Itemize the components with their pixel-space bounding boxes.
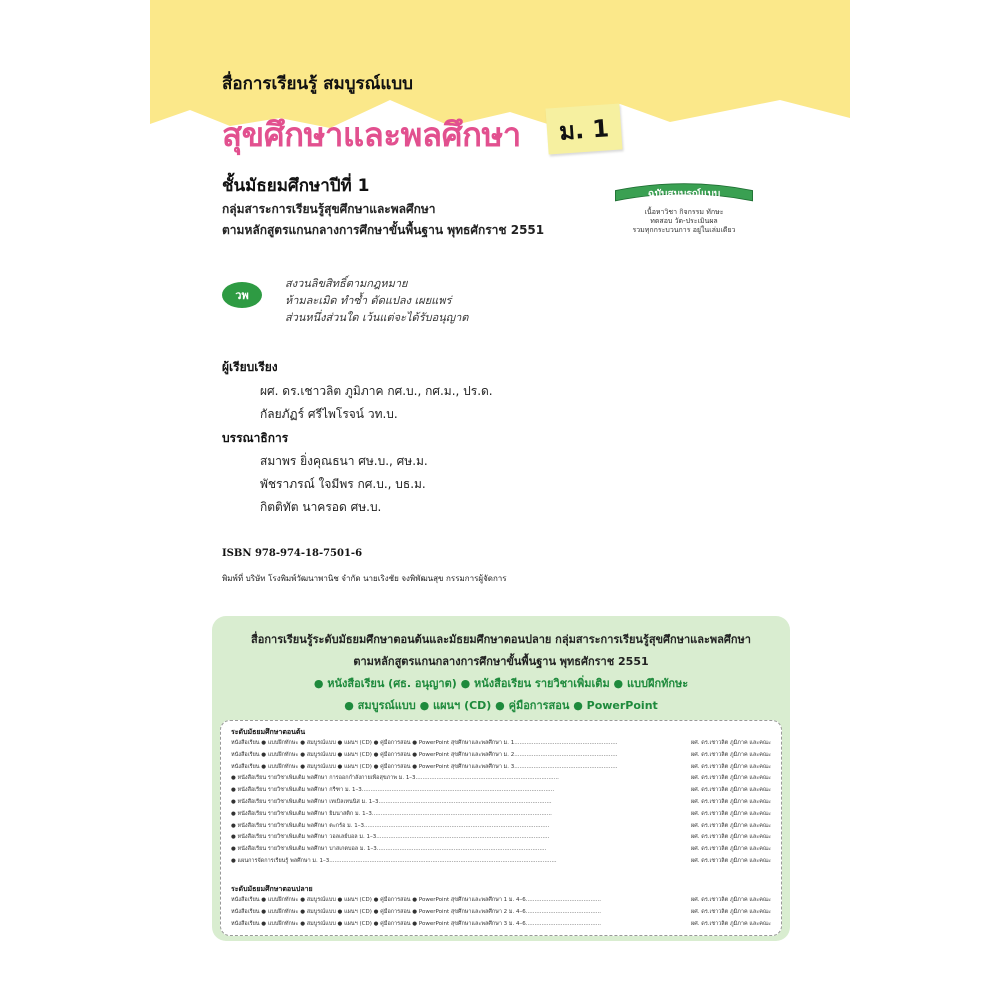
catalog-heading: ระดับมัธยมศึกษาตอนต้น [231, 728, 306, 736]
catalog-row [231, 857, 771, 865]
compiler-name: ผศ. ดร.เชาวลิต ภูมิภาค กศ.บ., กศ.ม., ปร.ด. [260, 384, 493, 398]
complete-edition-badge [600, 182, 768, 234]
catalog-row-author: ผศ. ดร.เชาวลิต ภูมิภาค และคณะ [691, 810, 771, 817]
catalog-row [231, 798, 771, 806]
series-box-line: สื่อการเรียนรู้ระดับมัธยมศึกษาตอนต้นและมัธยมศึกษาตอนปลาย กลุ่มสาระการเรียนรู้สุขศึกษาและพลศึกษา [251, 633, 751, 646]
catalog-row-author: ผศ. ดร.เชาวลิต ภูมิภาค และคณะ [691, 775, 771, 782]
catalog-row-title: ● หนังสือเรียน รายวิชาเพิ่มเติม พลศึกษา บาสเกตบอล ม. 1–3................................................................................................. [231, 846, 547, 853]
series-title: สื่อการเรียนรู้ สมบูรณ์แบบ [222, 74, 413, 94]
catalog-row [231, 763, 771, 771]
editor-name: กิตติทัต นาครอด ศษ.บ. [260, 500, 382, 514]
catalog-row-title: ● แผนการจัดการเรียนรู้ พลศึกษา ม. 1–3.................................................................................................................................. [231, 858, 557, 864]
catalog-row-title: ● หนังสือเรียน รายวิชาเพิ่มเติม พลศึกษา การออกกำลังกายเพื่อสุขภาพ ม. 1–3.................................................................................. [231, 775, 559, 782]
series-box-products: ● หนังสือเรียน (ศธ. อนุญาต) ● หนังสือเรียน รายวิชาเพิ่มเติม ● แบบฝึกทักษะ [313, 677, 689, 690]
catalog-list [220, 720, 782, 936]
series-box-products: ● สมบูรณ์แบบ ● แผนฯ (CD) ● คู่มือการสอน ● PowerPoint [344, 699, 658, 712]
catalog-row [231, 822, 771, 830]
catalog-row-title: หนังสือเรียน ● แบบฝึกทักษะ ● สมบูรณ์แบบ ● แผนฯ (CD) ● คู่มือการสอน ● PowerPoint สุขศึกษาและพลศึกษา ม. 2........................................................... [231, 751, 618, 758]
copyright-line: ส่วนหนึ่งส่วนใด เว้นแต่จะได้รับอนุญาต [285, 311, 469, 324]
catalog-row-author: ผศ. ดร.เชาวลิต ภูมิภาค และคณะ [691, 822, 771, 829]
catalog-row-author: ผศ. ดร.เชาวลิต ภูมิภาค และคณะ [691, 751, 771, 758]
catalog-row-author: ผศ. ดร.เชาวลิต ภูมิภาค และคณะ [691, 740, 771, 746]
catalog-row-author: ผศ. ดร.เชาวลิต ภูมิภาค และคณะ [691, 763, 771, 770]
badge-line: ทดสอบ วัด-ประเมินผล [650, 217, 718, 225]
copyright-line: สงวนลิขสิทธิ์ตามกฎหมาย [285, 277, 408, 290]
catalog-row-author: ผศ. ดร.เชาวลิต ภูมิภาค และคณะ [691, 908, 771, 915]
badge-line: รวมทุกกระบวนการ อยู่ในเล่มเดียว [632, 226, 736, 234]
learning-area: กลุ่มสาระการเรียนรู้สุขศึกษาและพลศึกษา [222, 202, 436, 216]
catalog-row [231, 810, 771, 818]
catalog-row-author: ผศ. ดร.เชาวลิต ภูมิภาค และคณะ [691, 834, 771, 841]
catalog-row [231, 908, 771, 916]
catalog-row-title: ● หนังสือเรียน รายวิชาเพิ่มเติม พลศึกษา กรีฑา ม. 1–3.............................................................................................................. [231, 787, 555, 794]
catalog-row-title: ● หนังสือเรียน รายวิชาเพิ่มเติม พลศึกษา เทเบิลเทนนิส ม. 1–3................................................................................................... [231, 799, 552, 805]
catalog-row [231, 845, 771, 853]
catalog-row-author: ผศ. ดร.เชาวลิต ภูมิภาค และคณะ [691, 787, 771, 794]
editor-name: พัชราภรณ์ ใจมีพร กศ.บ., บธ.ม. [260, 477, 426, 491]
catalog-row-author: ผศ. ดร.เชาวลิต ภูมิภาค และคณะ [691, 846, 771, 853]
catalog-row-author: ผศ. ดร.เชาวลิต ภูมิภาค และคณะ [691, 920, 771, 927]
catalog-heading: ระดับมัธยมศึกษาตอนปลาย [231, 885, 313, 893]
series-box [212, 616, 790, 941]
catalog-row-author: ผศ. ดร.เชาวลิต ภูมิภาค และคณะ [691, 858, 771, 864]
catalog-row-title: หนังสือเรียน ● แบบฝึกทักษะ ● สมบูรณ์แบบ ● แผนฯ (CD) ● คู่มือการสอน ● PowerPoint สุขศึกษาและพลศึกษา 3 ม. 4–6........................................... [231, 920, 601, 927]
catalog-row-title: ● หนังสือเรียน รายวิชาเพิ่มเติม พลศึกษา ยิมนาสติก ม. 1–3....................................................................................................... [231, 810, 552, 817]
grade-level: ชั้นมัธยมศึกษาปีที่ 1 [222, 176, 370, 196]
catalog-row-title: ● หนังสือเรียน รายวิชาเพิ่มเติม พลศึกษา วอลเลย์บอล ม. 1–3................................................................................................... [231, 834, 550, 841]
series-box-line: ตามหลักสูตรแกนกลางการศึกษาขั้นพื้นฐาน พุทธศักราช 2551 [353, 655, 649, 668]
catalog-row-author: ผศ. ดร.เชาวลิต ภูมิภาค และคณะ [691, 897, 771, 903]
catalog-row [231, 774, 771, 782]
compiler-name: กัลยภัฏร์ ศรีไพโรจน์ วท.บ. [260, 407, 398, 421]
catalog-row-title: หนังสือเรียน ● แบบฝึกทักษะ ● สมบูรณ์แบบ ● แผนฯ (CD) ● คู่มือการสอน ● PowerPoint สุขศึกษาและพลศึกษา ม. 1........................................................... [231, 740, 618, 746]
copyright-line: ห้ามละเมิด ทำซ้ำ ดัดแปลง เผยแพร่ [285, 294, 452, 307]
catalog-row [231, 751, 771, 759]
printer-line: พิมพ์ที่ บริษัท โรงพิมพ์วัฒนาพานิช จำกัด นายเริงชัย จงพิพัฒนสุข กรรมการผู้จัดการ [222, 574, 507, 583]
badge-line: เนื้อหาวิชา กิจกรรม ทักษะ [644, 208, 724, 216]
catalog-row [231, 833, 771, 841]
catalog-row [231, 739, 771, 747]
catalog-row-title: ● หนังสือเรียน รายวิชาเพิ่มเติม พลศึกษา ตะกร้อ ม. 1–3.......................................................................................................... [231, 822, 550, 829]
catalog-row-title: หนังสือเรียน ● แบบฝึกทักษะ ● สมบูรณ์แบบ ● แผนฯ (CD) ● คู่มือการสอน ● PowerPoint สุขศึกษาและพลศึกษา 1 ม. 4–6........................................... [231, 897, 601, 903]
subject-title: สุขศึกษาและพลศึกษา [222, 115, 521, 154]
catalog-row [231, 896, 771, 904]
compiler-heading: ผู้เรียบเรียง [222, 360, 278, 374]
book-page [150, 0, 850, 1000]
catalog-row-title: หนังสือเรียน ● แบบฝึกทักษะ ● สมบูรณ์แบบ ● แผนฯ (CD) ● คู่มือการสอน ● PowerPoint สุขศึกษาและพลศึกษา 2 ม. 4–6........................................... [231, 908, 601, 915]
editor-name: สมาพร ยิ่งคุณธนา ศษ.บ., ศษ.ม. [260, 454, 428, 468]
catalog-row-title: หนังสือเรียน ● แบบฝึกทักษะ ● สมบูรณ์แบบ ● แผนฯ (CD) ● คู่มือการสอน ● PowerPoint สุขศึกษาและพลศึกษา ม. 3........................................................... [231, 763, 618, 770]
grade-tag: ม. 1 [545, 103, 622, 154]
publisher-logo: วพ [222, 282, 262, 308]
badge-ribbon-label: ฉบับสมบูรณ์แบบ [647, 189, 721, 200]
catalog-row-author: ผศ. ดร.เชาวลิต ภูมิภาค และคณะ [691, 799, 771, 805]
isbn: ISBN 978-974-18-7501-6 [222, 548, 363, 559]
catalog-row [231, 920, 771, 928]
curriculum-line: ตามหลักสูตรแกนกลางการศึกษาขั้นพื้นฐาน พุทธศักราช 2551 [222, 223, 545, 237]
editor-heading: บรรณาธิการ [222, 431, 289, 445]
catalog-row [231, 786, 771, 794]
